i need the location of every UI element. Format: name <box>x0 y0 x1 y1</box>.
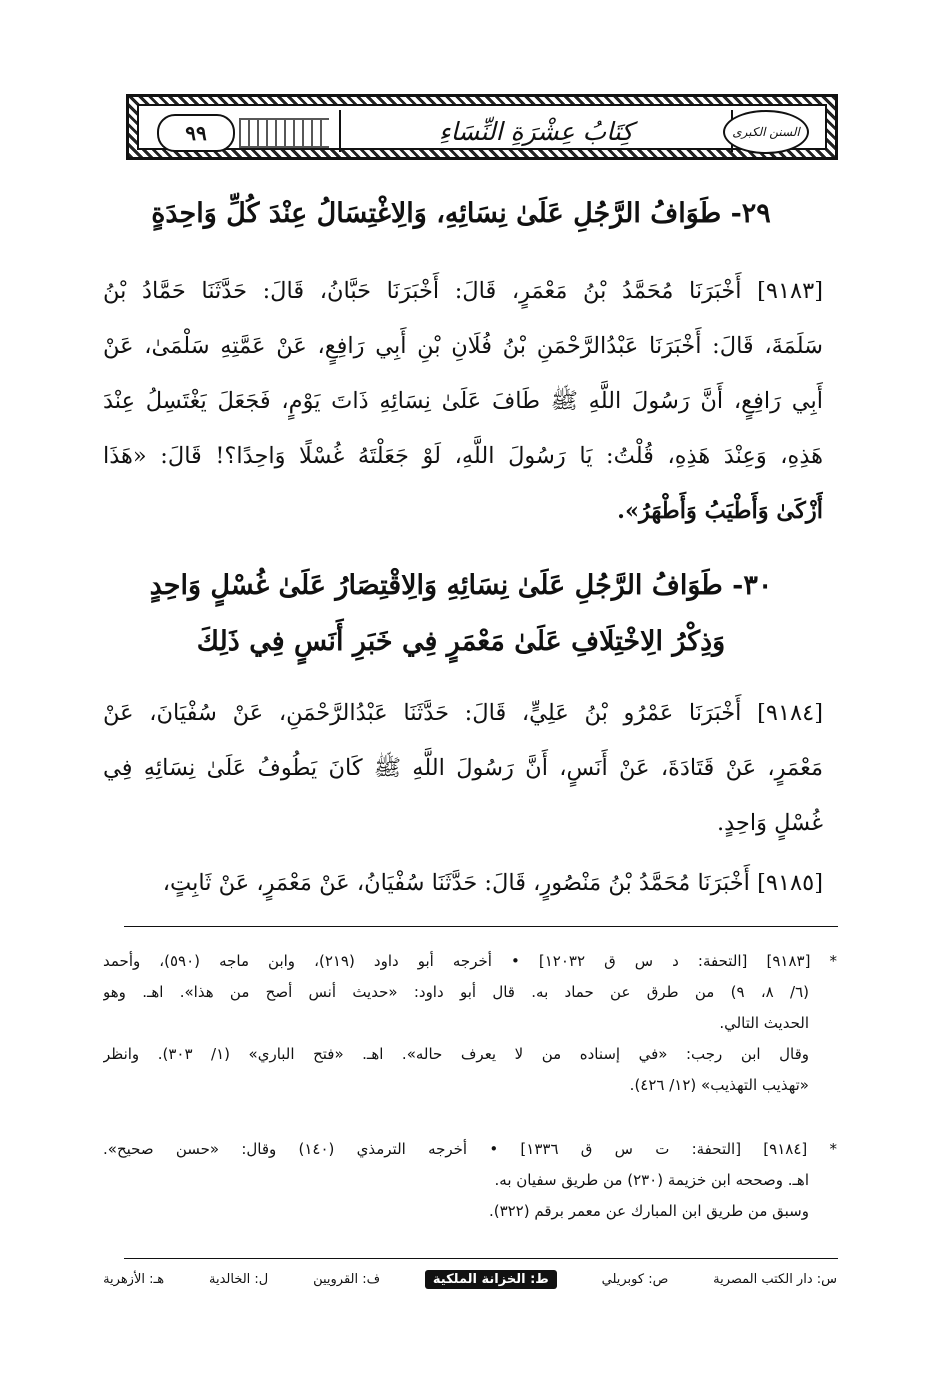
footnote-9183-line-1: * [٩١٨٣] [التحفة: د س ق ١٢٠٣٢] • أخرجه أبو داود (٢١٩)، وابن ماجه (٥٩٠)، وأحمد <box>103 952 837 970</box>
footnote-separator <box>124 926 838 927</box>
hadith-9183-line-5: أَزْكَىٰ وَأَطْيَبُ وَأَطْهَرُ». <box>617 498 823 524</box>
key-item-azhariya: هـ: الأزهرية <box>103 1271 165 1287</box>
hadith-9184 <box>103 686 823 851</box>
key-item-dar-kutub: س: دار الكتب المصرية <box>713 1271 837 1287</box>
footnote-9184-line-3: وسبق من طريق ابن المبارك عن معمر برقم (٣٢٢). <box>488 1202 809 1220</box>
footnote-9184-line-1: * [٩١٨٤] [التحفة: ت س ق ١٣٣٦] • أخرجه الترمذي (١٤٠) وقال: «حسن صحيح». <box>103 1140 837 1158</box>
key-item-khizana-malakiya: ط: الخزانة الملكية <box>425 1270 557 1289</box>
key-item-khalidiya: ل: الخالدية <box>208 1271 269 1287</box>
page-number-frame <box>157 114 235 152</box>
key-item-qarawiyyin: ف: القرويين <box>313 1271 381 1287</box>
emblem-logo <box>723 110 809 154</box>
emblem-text: السنن الكبرى <box>732 125 800 139</box>
book-title-frame <box>339 110 733 152</box>
header-inner-frame <box>137 104 827 150</box>
footnote-9183-line-4: وقال ابن رجب: «في إسناده من لا يعرف حاله». اهـ. «فتح الباري» (١/ ٣٠٣). وانظر <box>103 1045 810 1063</box>
chapter-30-title-line-1: ٣٠- طَوَافُ الرَّجُلِ عَلَىٰ نِسَائِهِ وَالِاقْتِصَارُ عَلَىٰ غُسْلٍ وَاحِدٍ <box>149 570 773 601</box>
hadith-9183-line-1: [٩١٨٣] أَخْبَرَنَا مُحَمَّدُ بْنُ مَعْمَرٍ، قَالَ: أَخْبَرَنَا حَبَّانُ، قَالَ: حَدَّثَنَا حَمَّادُ بْنُ <box>103 278 823 304</box>
key-item-koprulu: ص: كوبريلي <box>601 1271 669 1287</box>
hadith-9183-line-3: أَبِي رَافِعٍ، أَنَّ رَسُولَ اللَّهِ ﷺ طَافَ عَلَىٰ نِسَائِهِ ذَاتَ يَوْمٍ، فَجَعَلَ يَغْتَسِلُ عِنْدَ <box>103 388 823 414</box>
hadith-9183 <box>103 264 823 539</box>
page-number: ٩٩ <box>185 121 207 145</box>
hadith-9184-line-3: غُسْلٍ وَاحِدٍ. <box>716 810 823 836</box>
footnote-9183-line-2: (٦/ ٨، ٩) من طرق عن حماد به. قال أبو داود: «حديث أنس أصح من هذا». اهـ. وهو <box>103 983 810 1001</box>
hadith-9184-line-2: مَعْمَرٍ، عَنْ قَتَادَةَ، عَنْ أَنَسٍ، أَنَّ رَسُولَ اللَّهِ ﷺ كَانَ يَطُوفُ عَلَىٰ نِسَائِهِ فِي <box>103 755 823 781</box>
hadith-9183-line-2: سَلَمَةَ، قَالَ: أَخْبَرَنَا عَبْدُالرَّحْمَنِ بْنُ فُلَانِ بْنِ أَبِي رَافِعٍ، عَنْ عَمَّتِهِ سَلْمَىٰ، عَنْ <box>103 333 823 359</box>
header-ornament <box>239 118 329 148</box>
footnote-9183 <box>103 946 837 1101</box>
key-separator <box>124 1258 838 1259</box>
hadith-9183-line-4: هَذِهِ، وَعِنْدَ هَذِهِ، قُلْتُ: يَا رَسُولَ اللَّهِ، لَوْ جَعَلْتَهُ غُسْلًا وَاحِدًا؟! قَالَ: «هَذَا <box>103 443 823 469</box>
hadith-9184-line-1: [٩١٨٤] أَخْبَرَنَا عَمْرُو بْنُ عَلِيٍّ، قَالَ: حَدَّثَنَا عَبْدُالرَّحْمَنِ، عَنْ سُفْيَانَ، عَنْ <box>103 700 823 726</box>
hadith-9185-line-1: [٩١٨٥] أَخْبَرَنَا مُحَمَّدُ بْنُ مَنْصُورٍ، قَالَ: حَدَّثَنَا سُفْيَانُ، عَنْ مَعْمَرٍ، عَنْ ثَابِتٍ، <box>162 870 823 896</box>
footnote-9184-line-2: اهـ. وصححه ابن خزيمة (٢٣٠) من طريق سفيان به. <box>494 1171 809 1189</box>
footnote-9183-line-5: «تهذيب التهذيب» (١٢/ ٤٢٦). <box>629 1076 809 1094</box>
manuscript-key <box>103 1264 837 1294</box>
footnote-9183-line-3: الحديث التالي. <box>719 1014 809 1032</box>
footnote-9184 <box>103 1134 837 1227</box>
chapter-30-title-line-2: وَذِكْرُ الِاخْتِلَافِ عَلَىٰ مَعْمَرٍ فِي خَبَرِ أَنَسٍ فِي ذَلِكَ <box>196 626 726 657</box>
hadith-9185 <box>103 856 823 911</box>
book-title: كِتَابُ عِشْرَةِ النِّسَاءِ <box>438 116 634 146</box>
running-header <box>126 94 838 160</box>
chapter-29-title: ٢٩- طَوَافُ الرَّجُلِ عَلَىٰ نِسَائِهِ، وَالِاغْتِسَالُ عِنْدَ كُلِّ وَاحِدَةٍ <box>151 198 771 229</box>
